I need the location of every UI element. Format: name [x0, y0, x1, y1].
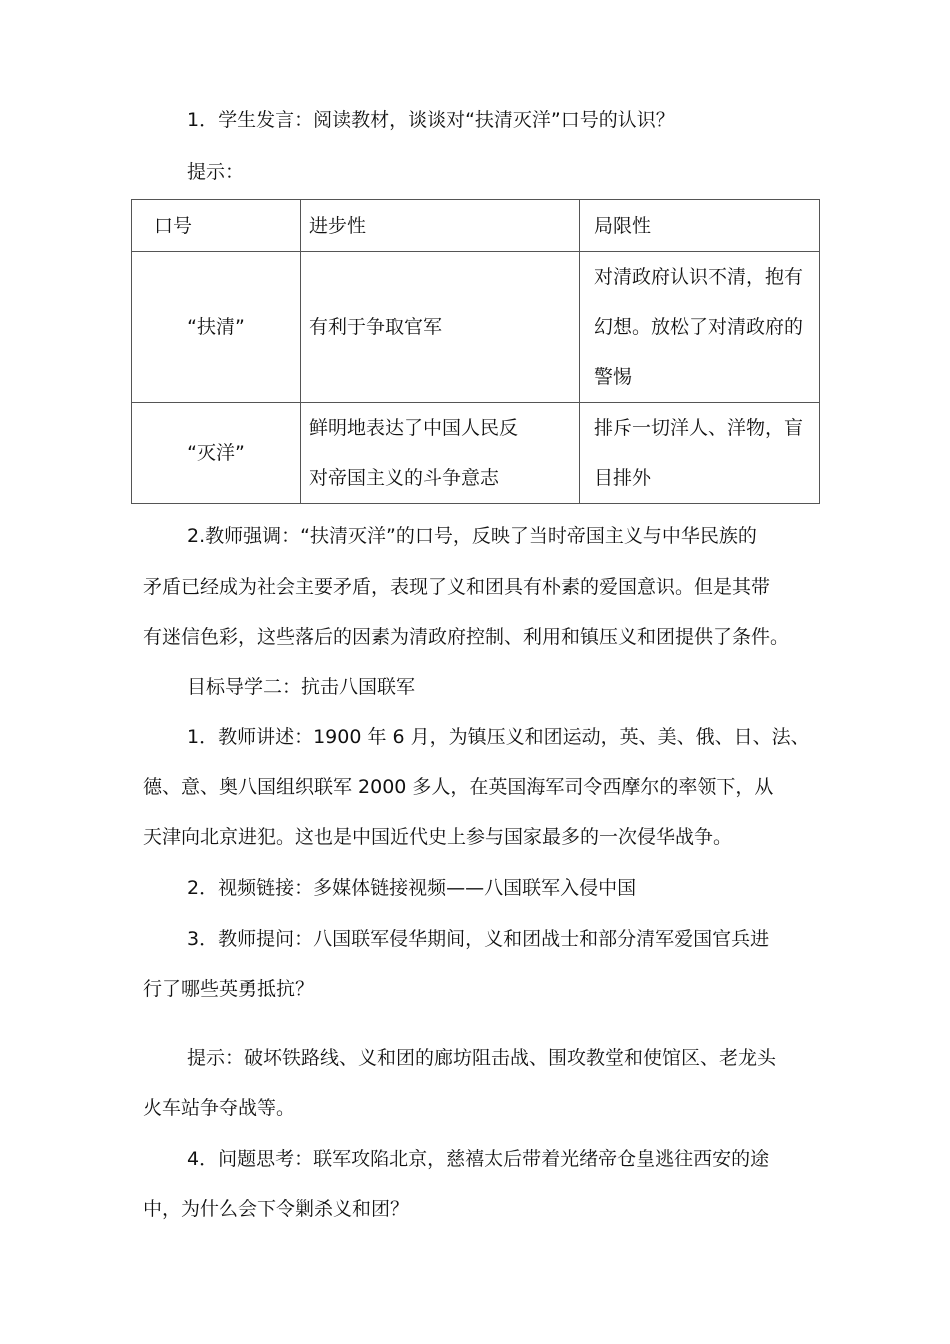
cell-line: 目排外 [594, 467, 652, 489]
paragraph-line: 天津向北京进犯。这也是中国近代史上参与国家最多的一次侵华战争。 [143, 826, 733, 848]
cell-line: 幻想。放松了对清政府的 [594, 316, 804, 338]
question-1: 1．学生发言：阅读教材，谈谈对“扶清灭洋”口号的认识？ [187, 109, 675, 131]
cell-line: 对清政府认识不清，抱有 [594, 266, 804, 288]
header-slogan: 口号 [132, 200, 301, 252]
limit-cell [580, 403, 820, 504]
paragraph-line: 火车站争夺战等。 [143, 1097, 296, 1119]
paragraph-line: 矛盾已经成为社会主要矛盾，表现了义和团具有朴素的爱国意识。但是其带 [143, 576, 771, 598]
paragraph-line: 1．教师讲述：1900 年 6 月，为镇压义和团运动，英、美、俄、日、法、 [187, 726, 810, 748]
cell-line: 鲜明地表达了中国人民反 [309, 417, 519, 439]
paragraph-line: 德、意、奥八国组织联军 2000 多人，在英国海军司令西摩尔的率领下，从 [143, 776, 774, 798]
paragraph-line: 4．问题思考：联军攻陷北京，慈禧太后带着光绪帝仓皇逃往西安的途 [187, 1148, 770, 1170]
paragraph-line: 中，为什么会下令剿杀义和团？ [143, 1198, 410, 1220]
paragraph-line: 3．教师提问：八国联军侵华期间，义和团战士和部分清军爱国官兵进 [187, 928, 770, 950]
cell-line: 有利于争取官军 [309, 316, 443, 338]
hint-label: 提示： [187, 161, 245, 183]
table-row [132, 252, 820, 403]
limit-cell [580, 252, 820, 403]
header-progress: 进步性 [301, 200, 580, 252]
header-limit: 局限性 [580, 200, 820, 252]
progress-cell [301, 403, 580, 504]
table-row [132, 403, 820, 504]
cell-line: 警惕 [594, 366, 633, 388]
progress-cell [301, 252, 580, 403]
paragraph-line: 2．视频链接：多媒体链接视频——八国联军入侵中国 [187, 877, 637, 899]
paragraph-line: 行了哪些英勇抵抗？ [143, 978, 315, 1000]
cell-line: 排斥一切洋人、洋物，盲 [594, 417, 804, 439]
cell-line: 对帝国主义的斗争意志 [309, 467, 500, 489]
slogan-table [131, 199, 820, 504]
slogan-cell: “扶清” [132, 252, 301, 403]
table-header-row [132, 200, 820, 252]
paragraph-line: 2.教师强调：“扶清灭洋”的口号，反映了当时帝国主义与中华民族的 [187, 525, 757, 547]
slogan-cell: “灭洋” [132, 403, 301, 504]
paragraph-line: 有迷信色彩，这些落后的因素为清政府控制、利用和镇压义和团提供了条件。 [143, 626, 790, 648]
paragraph-line: 提示：破坏铁路线、义和团的廊坊阻击战、围攻教堂和使馆区、老龙头 [187, 1047, 777, 1069]
section-heading: 目标导学二：抗击八国联军 [187, 676, 416, 698]
